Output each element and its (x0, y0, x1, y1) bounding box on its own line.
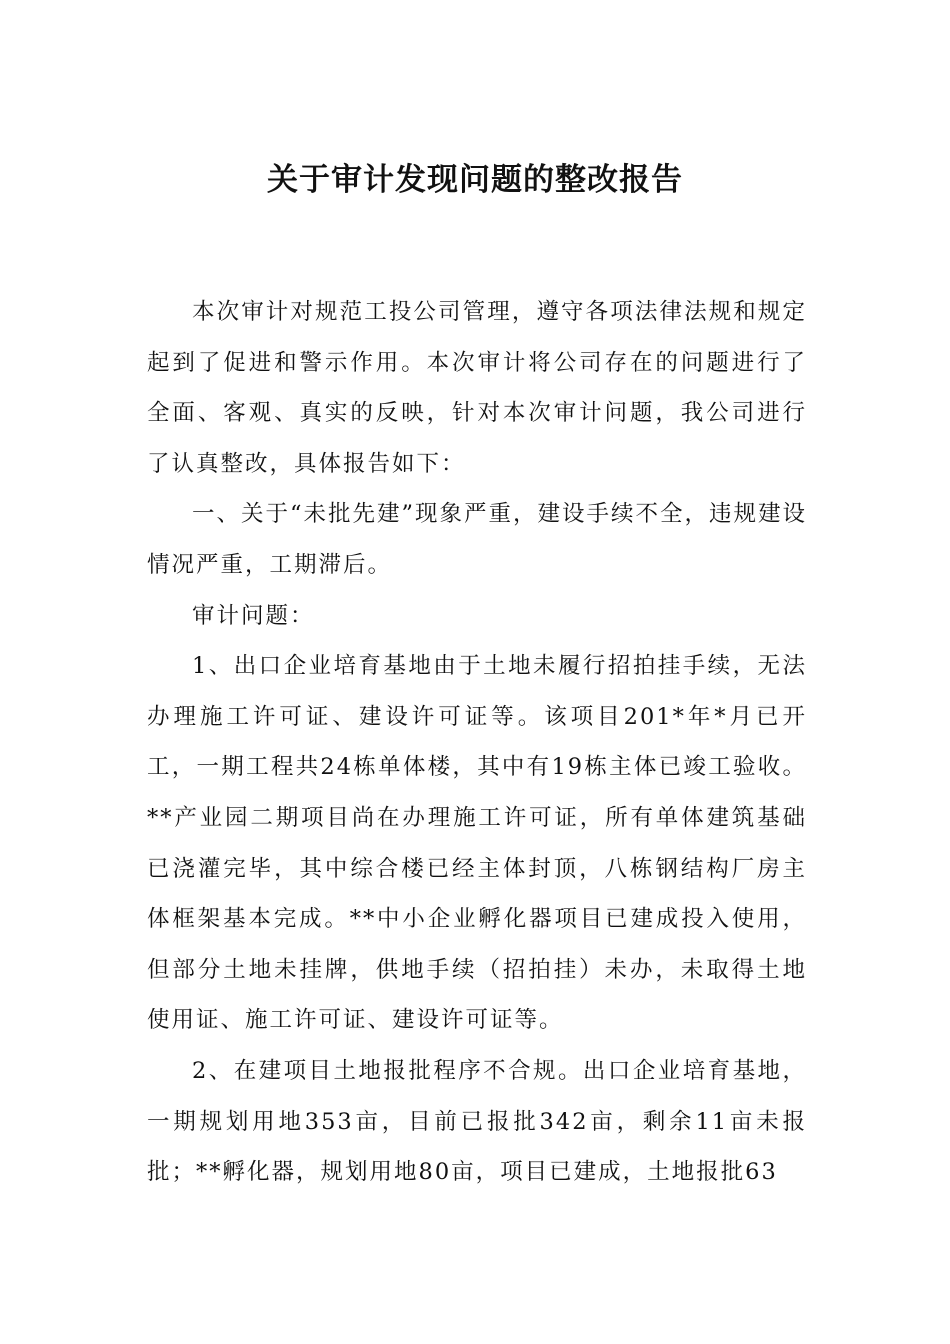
paragraph-issue-1: 1、出口企业培育基地由于土地未履行招拍挂手续，无法办理施工许可证、建设许可证等。该项目201*年*月已开工，一期工程共24栋单体楼，其中有19栋主体已竣工验收。**产业园二期项目尚在办理施工许可证，所有单体建筑基础已浇灌完毕，其中综合楼已经主体封顶，八栋钢结构厂房主体框架基本完成。**中小企业孵化器项目已建成投入使用，但部分土地未挂牌，供地手续（招拍挂）未办，未取得土地使用证、施工许可证、建设许可证等。 (147, 653, 807, 1034)
paragraph-section-one-heading: 一、关于“未批先建”现象严重，建设手续不全，违规建设情况严重，工期滞后。 (147, 501, 808, 578)
paragraph-audit-issues-label: 审计问题： (192, 602, 315, 629)
document-body (147, 287, 807, 1198)
paragraph-issue-2: 2、在建项目土地报批程序不合规。出口企业培育基地，一期规划用地353亩，目前已报批342亩，剩余11亩未报批；**孵化器，规划用地80亩，项目已建成，土地报批63 (147, 1057, 807, 1186)
paragraph-intro: 本次审计对规范工投公司管理，遵守各项法律法规和规定起到了促进和警示作用。本次审计将公司存在的问题进行了全面、客观、真实的反映，针对本次审计问题，我公司进行了认真整改，具体报告如下： (147, 299, 807, 477)
document-title: 关于审计发现问题的整改报告 (267, 162, 683, 198)
